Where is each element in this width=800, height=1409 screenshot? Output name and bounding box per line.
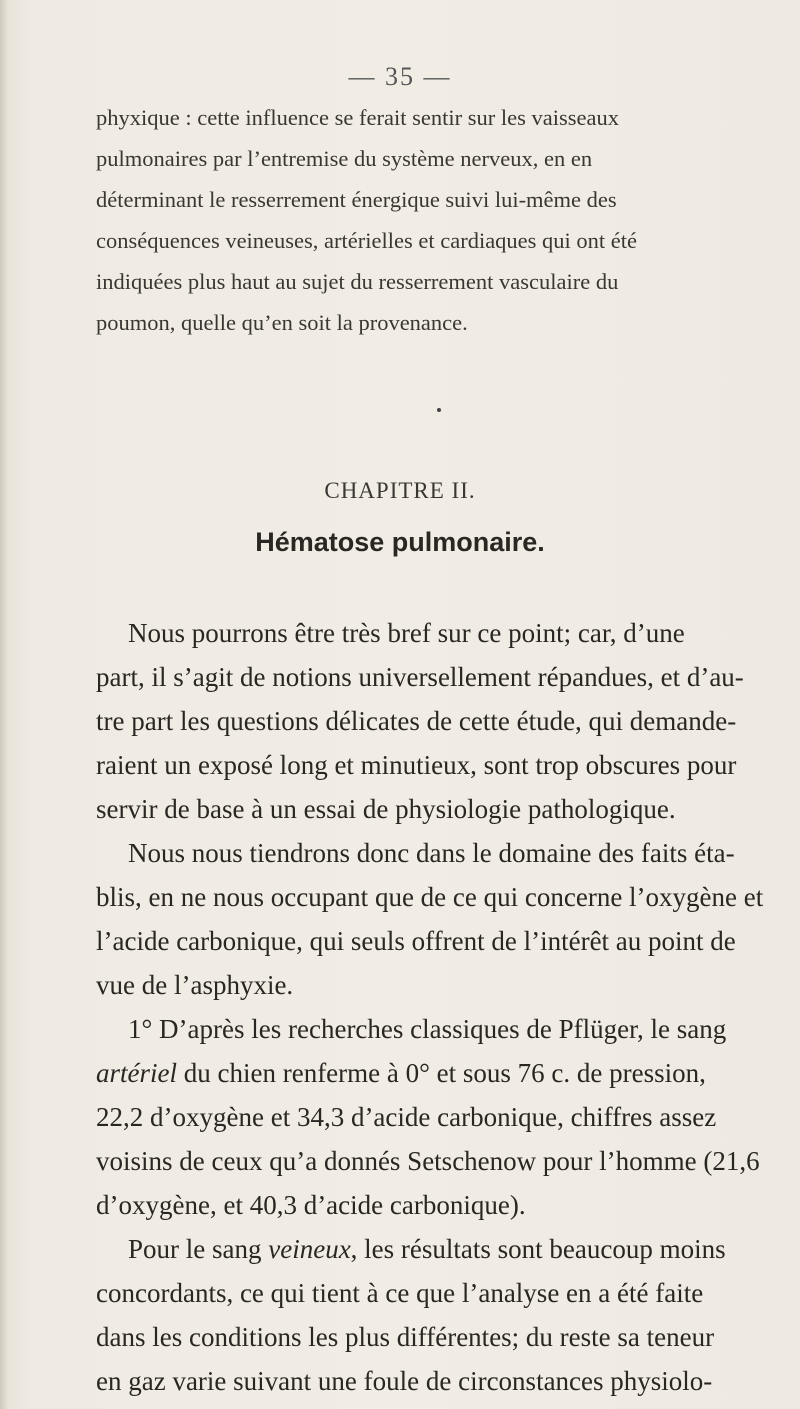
body-line-5: servir de base à un essai de physiologie pathologique. bbox=[96, 794, 676, 824]
intro-line-6: poumon, quelle qu’en soit la provenance. bbox=[96, 310, 468, 335]
page-number: — 35 — bbox=[348, 62, 452, 91]
body-line-16: concordants, ce qui tient à ce que l’analyse en a été faite bbox=[96, 1278, 704, 1308]
body-line-15 bbox=[128, 1234, 726, 1265]
italic-word-arteriel: artériel bbox=[96, 1058, 177, 1088]
body-line-1: Nous pourrons être très bref sur ce point; car, d’une bbox=[128, 618, 685, 648]
body-line-18: en gaz varie suivant une foule de circonstances physiolo- bbox=[96, 1366, 713, 1396]
intro-line-3: déterminant le resserrement énergique suivi lui-même des bbox=[96, 187, 617, 212]
body-line-7: blis, en ne nous occupant que de ce qui concerne l’oxygène et bbox=[96, 882, 764, 912]
body-line-10: 1° D’après les recherches classiques de Pflüger, le sang bbox=[128, 1014, 727, 1044]
body-line-17: dans les conditions les plus différentes; du reste sa teneur bbox=[96, 1322, 715, 1352]
body-line-15-a: Pour le sang bbox=[128, 1234, 269, 1264]
body-line-4: raient un exposé long et minutieux, sont trop obscures pour bbox=[96, 750, 737, 780]
intro-line-5: indiquées plus haut au sujet du resserrement vasculaire du bbox=[96, 269, 619, 294]
ink-dot bbox=[437, 408, 441, 412]
body-line-11-rest: du chien renferme à 0° et sous 76 c. de pression, bbox=[177, 1058, 706, 1088]
section-title: Hématose pulmonaire. bbox=[255, 527, 545, 557]
body-line-8: l’acide carbonique, qui seuls offrent de l’intérêt au point de bbox=[96, 926, 736, 956]
body-line-2: part, il s’agit de notions universellement répandues, et d’au- bbox=[96, 662, 744, 692]
body-line-3: tre part les questions délicates de cette étude, qui demande- bbox=[96, 706, 737, 736]
intro-line-2: pulmonaires par l’entremise du système nerveux, en en bbox=[96, 146, 593, 171]
body-line-12: 22,2 d’oxygène et 34,3 d’acide carbonique, chiffres assez bbox=[96, 1102, 717, 1132]
body-line-9: vue de l’asphyxie. bbox=[96, 970, 294, 1000]
intro-line-4: conséquences veineuses, artérielles et cardiaques qui ont été bbox=[96, 228, 638, 253]
body-line-13: voisins de ceux qu’a donnés Setschenow pour l’homme (21,6 bbox=[96, 1146, 760, 1176]
italic-word-veineux: veineux bbox=[268, 1234, 351, 1264]
body-line-6: Nous nous tiendrons donc dans le domaine des faits éta- bbox=[128, 838, 735, 868]
chapter-heading: CHAPITRE II. bbox=[324, 478, 476, 503]
body-line-11 bbox=[96, 1058, 706, 1089]
body-line-14: d’oxygène, et 40,3 d’acide carbonique). bbox=[96, 1190, 526, 1220]
intro-line-1: phyxique : cette influence se ferait sentir sur les vaisseaux bbox=[96, 105, 619, 130]
page-binding-edge bbox=[0, 0, 8, 1409]
body-line-15-b: , les résultats sont beaucoup moins bbox=[350, 1234, 726, 1264]
